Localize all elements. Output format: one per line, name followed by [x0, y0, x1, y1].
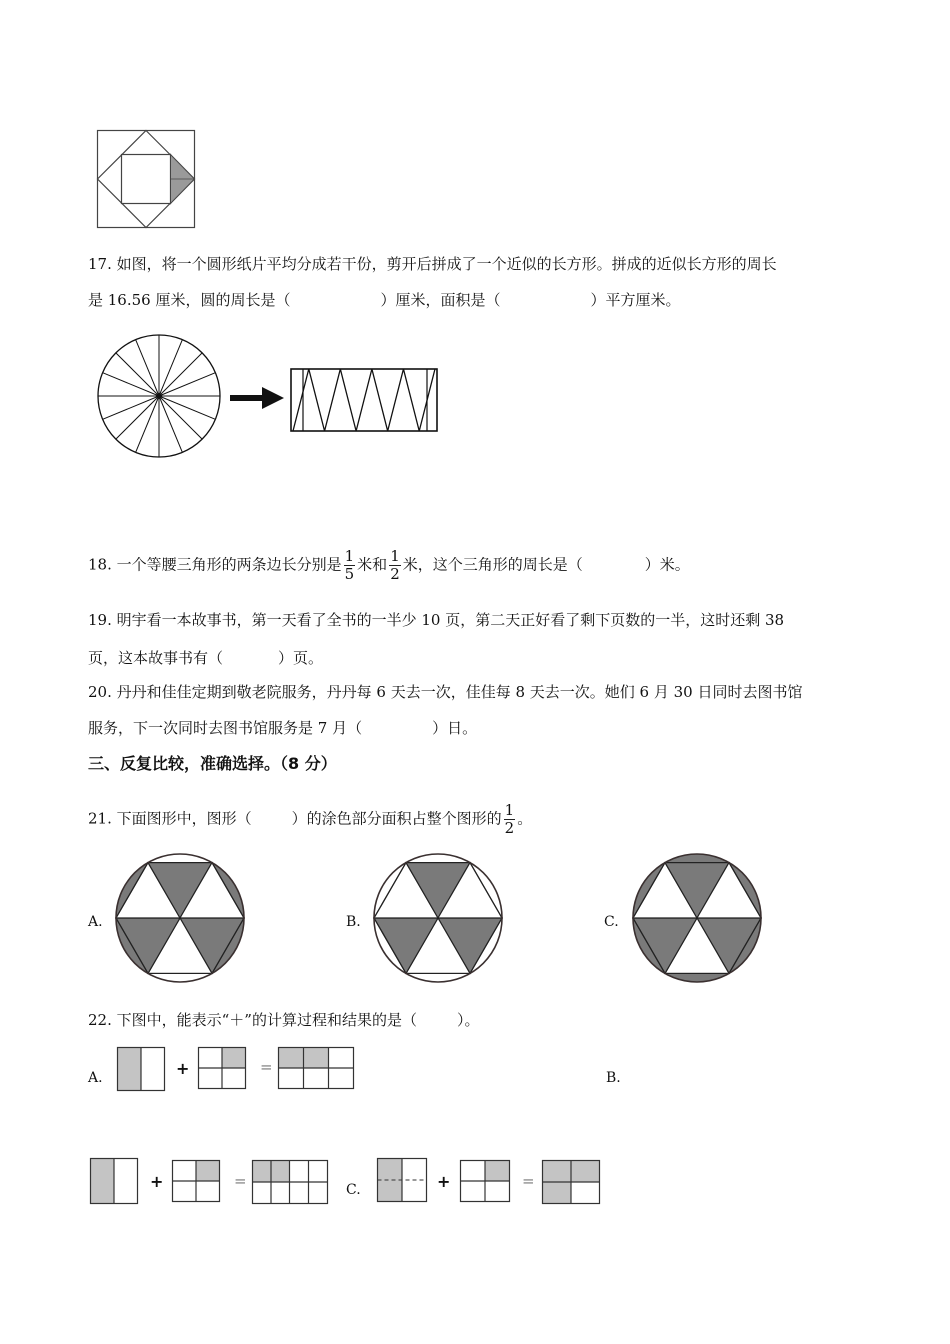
- q22-option-a-result[interactable]: [278, 1047, 354, 1089]
- q22-option-b-fraction-half[interactable]: [90, 1158, 138, 1204]
- q18-line: 18. 一个等腰三角形的两条边长分别是 $\frac{1}{5}$ 米和 $\frac{1}{2}$ 米，这个三角形的周长是（ ）米。: [88, 547, 690, 583]
- q21-option-a-figure[interactable]: [114, 852, 246, 984]
- plus-sign: +: [150, 1172, 164, 1191]
- nested-squares-figure: [97, 130, 195, 228]
- zigzag-line: [293, 369, 435, 431]
- q21-option-c-figure[interactable]: [631, 852, 763, 984]
- q22-option-b-label[interactable]: B.: [606, 1070, 621, 1086]
- q22-option-c-result[interactable]: [542, 1160, 600, 1204]
- q22-option-c-fraction-quarter[interactable]: [460, 1160, 510, 1202]
- q20-line1: 20. 丹丹和佳佳定期到敬老院服务，丹丹每 6 天去一次，佳佳每 8 天去一次。她们 6 月 30 日同时去图书馆: [88, 683, 803, 701]
- q21-option-c-label[interactable]: C.: [604, 914, 619, 930]
- q22-option-a-fraction-quarter[interactable]: [198, 1047, 246, 1089]
- q17-line2: 是 16.56 厘米，圆的周长是（ ）厘米，面积是（ ）平方厘米。: [88, 291, 681, 309]
- plus-sign: +: [437, 1172, 451, 1191]
- approx-rectangle-figure: [290, 368, 438, 432]
- sectored-circle-figure: [96, 333, 222, 459]
- q22-option-b-fraction-quarter[interactable]: [172, 1160, 220, 1202]
- q22-option-c-fraction-half[interactable]: [377, 1158, 427, 1202]
- q20-line2: 服务，下一次同时去图书馆服务是 7 月（ ）日。: [88, 719, 478, 737]
- sector-line: [159, 353, 202, 396]
- q22-option-c-label[interactable]: C.: [346, 1182, 361, 1198]
- sector-line: [116, 396, 159, 439]
- sector-line: [116, 353, 159, 396]
- equals-sign: =: [234, 1172, 247, 1190]
- q21-line: 21. 下面图形中，图形（ ）的涂色部分面积占整个图形的 $\frac{1}{2}$ 。: [88, 801, 533, 837]
- equals-sign: =: [522, 1172, 535, 1190]
- q21-fraction: $\frac{1}{2}$: [504, 801, 515, 837]
- q18-fraction-2: $\frac{1}{2}$: [390, 547, 400, 583]
- q22-option-a-label[interactable]: A.: [88, 1070, 103, 1086]
- arrow-right-icon: [230, 386, 284, 410]
- equals-sign: =: [260, 1058, 273, 1076]
- q21-option-b-label[interactable]: B.: [346, 914, 361, 930]
- sector-line: [159, 396, 202, 439]
- q22-line: 22. 下图中，能表示“＋”的计算过程和结果的是（ ）。: [88, 1011, 480, 1029]
- q21-option-b-figure[interactable]: [372, 852, 504, 984]
- q18-fraction-1: $\frac{1}{5}$: [344, 547, 355, 583]
- q22-option-a-fraction-half[interactable]: [117, 1047, 165, 1091]
- q17-line1: 17. 如图，将一个圆形纸片平均分成若干份，剪开后拼成了一个近似的长方形。拼成的近似长方形的周长: [88, 255, 777, 273]
- center-dot: [156, 393, 162, 399]
- q19-line2: 页，这本故事书有（ ）页。: [88, 649, 324, 667]
- section-3-title: 三、反复比较，准确选择。（8 分）: [88, 754, 337, 773]
- q19-line1: 19. 明宇看一本故事书，第一天看了全书的一半少 10 页，第二天正好看了剩下页数的一半，这时还剩 38: [88, 611, 785, 629]
- plus-sign: +: [176, 1059, 190, 1078]
- q22-option-b-result[interactable]: [252, 1160, 328, 1204]
- q21-option-a-label[interactable]: A.: [88, 914, 103, 930]
